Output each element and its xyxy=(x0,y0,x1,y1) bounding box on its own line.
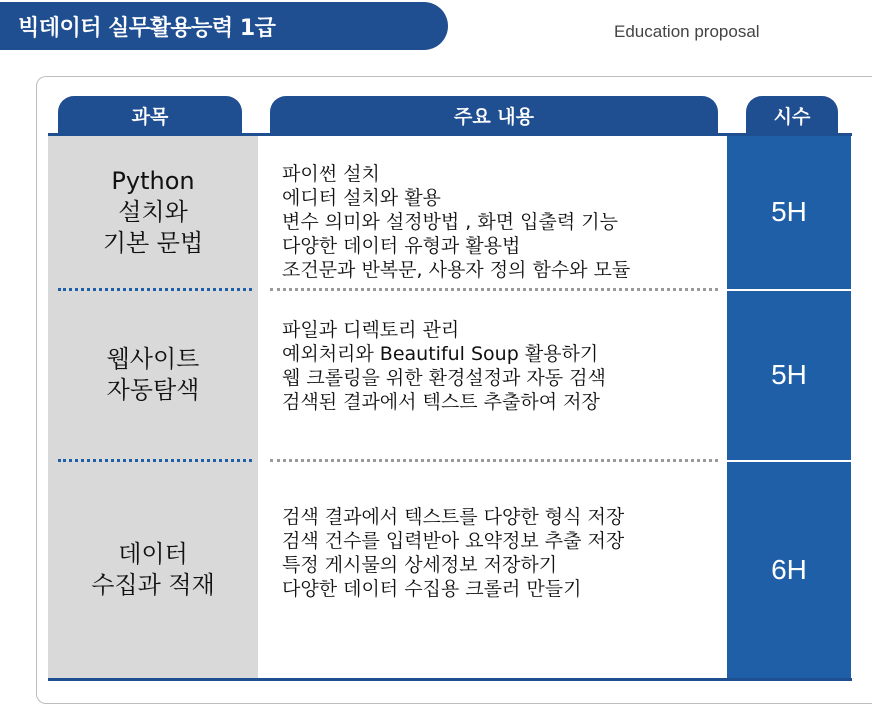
row-divider xyxy=(727,289,851,291)
subject-line: 기본 문법 xyxy=(102,228,204,257)
table-row-content xyxy=(282,318,722,414)
content-item: 파이썬 설치 xyxy=(282,163,380,185)
table-row-subject xyxy=(48,292,258,458)
table-bottom-rule xyxy=(48,678,852,681)
subject-line: 설치와 xyxy=(118,197,188,226)
table-row-content xyxy=(282,505,722,601)
row-divider xyxy=(270,288,718,291)
table-row-hours: 5H xyxy=(771,359,807,390)
table-row-hours: 5H xyxy=(771,196,807,227)
content-item: 에디터 설치와 활용 xyxy=(282,187,441,209)
content-item: 다양한 데이터 수집용 크롤러 만들기 xyxy=(282,578,582,600)
content-item: 예외처리와 Beautiful Soup 활용하기 xyxy=(282,343,599,365)
table-row-subject xyxy=(48,136,258,288)
content-item: 검색 결과에서 텍스트를 다양한 형식 저장 xyxy=(282,506,625,528)
content-item: 파일과 디렉토리 관리 xyxy=(282,319,460,341)
table-row-content xyxy=(282,162,722,282)
subject-line: 수집과 적재 xyxy=(91,571,215,599)
content-item: 특정 게시물의 상세정보 저장하기 xyxy=(282,554,558,576)
column-header-content: 주요 내용 xyxy=(270,96,718,134)
content-item: 웹 크롤링을 위한 환경설정과 자동 검색 xyxy=(282,367,606,389)
page-subtitle: Education proposal xyxy=(614,22,760,41)
content-item: 검색된 결과에서 텍스트 추출하여 저장 xyxy=(282,391,600,413)
column-header-subject: 과목 xyxy=(58,96,242,134)
content-item: 다양한 데이터 유형과 활용법 xyxy=(282,235,521,257)
column-header-hours: 시수 xyxy=(746,96,838,134)
content-item: 검색 건수를 입력받아 요약정보 추출 저장 xyxy=(282,530,625,552)
page-title: 빅데이터 실무활용능력 1급 xyxy=(18,15,276,41)
content-item: 조건문과 반복문, 사용자 정의 함수와 모듈 xyxy=(282,259,631,281)
table-row-hours: 6H xyxy=(771,554,807,585)
subject-line: Python xyxy=(111,166,195,195)
subject-line: 데이터 xyxy=(118,540,188,568)
content-item: 변수 의미와 설정방법 , 화면 입출력 기능 xyxy=(282,211,618,233)
row-divider xyxy=(58,288,252,291)
row-divider xyxy=(270,459,718,462)
subject-line: 자동탐색 xyxy=(106,376,200,404)
table-row-subject xyxy=(48,462,258,678)
title-banner xyxy=(0,2,448,50)
subject-line: 웹사이트 xyxy=(106,345,200,373)
